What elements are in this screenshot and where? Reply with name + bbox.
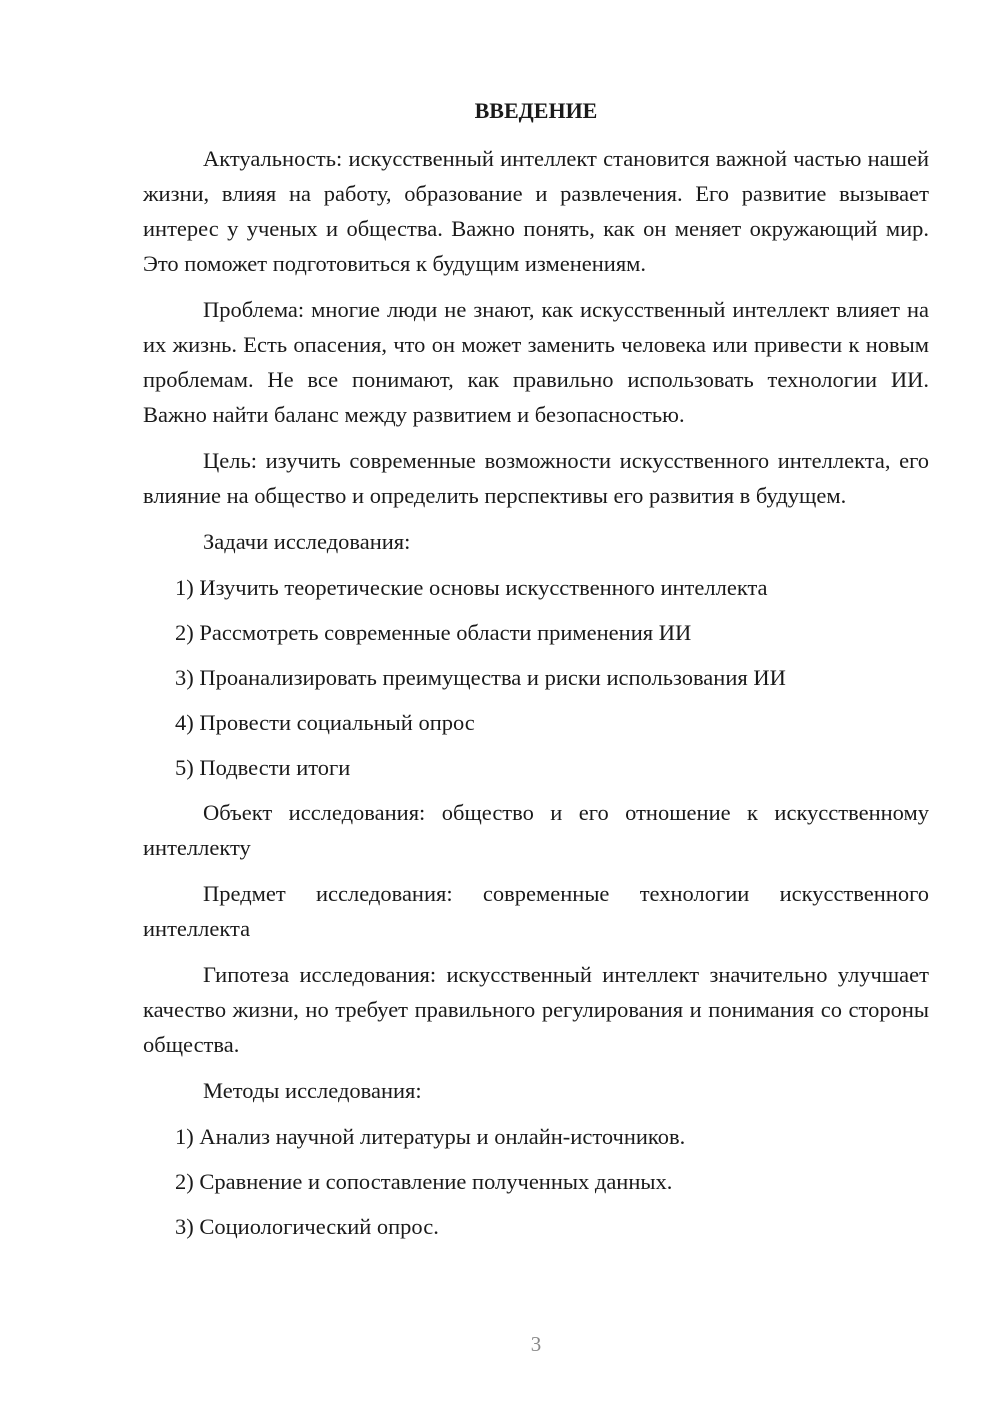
list-item: 2) Рассмотреть современные области применения ИИ — [175, 620, 692, 645]
object-paragraph: Объект исследования: общество и его отношение к искусственному интеллекту — [143, 800, 929, 860]
goal-paragraph: Цель: изучить современные возможности искусственного интеллекта, его влияние на общество и определить перспективы его развития в будущем. — [143, 448, 929, 508]
list-item: 1) Анализ научной литературы и онлайн-источников. — [175, 1124, 686, 1149]
hypothesis-paragraph: Гипотеза исследования: искусственный интеллект значительно улучшает качество жизни, но требует правильного регулирования и понимания со стороны общества. — [143, 962, 929, 1057]
problem-paragraph: Проблема: многие люди не знают, как искусственный интеллект влияет на их жизнь. Есть опасения, что он может заменить человека или привести к новым проблемам. Не все понимают, как правильно использовать технологии ИИ. Важно найти баланс между развитием и безопасностью. — [143, 297, 929, 427]
list-item: 5) Подвести итоги — [175, 755, 351, 780]
tasks-heading: Задачи исследования: — [203, 529, 411, 554]
list-item: 4) Провести социальный опрос — [175, 710, 475, 735]
tasks-list — [143, 570, 929, 785]
methods-list — [143, 1119, 929, 1244]
list-item: 2) Сравнение и сопоставление полученных данных. — [175, 1169, 673, 1194]
list-item: 1) Изучить теоретические основы искусственного интеллекта — [175, 575, 768, 600]
list-item: 3) Проанализировать преимущества и риски использования ИИ — [175, 665, 786, 690]
document-page — [143, 94, 929, 1254]
section-title: ВВЕДЕНИЕ — [474, 98, 598, 123]
relevance-paragraph: Актуальность: искусственный интеллект становится важной частью нашей жизни, влияя на работу, образование и развлечения. Его развитие вызывает интерес у ученых и общества. Важно понять, как он меняет окружающий мир. Это поможет подготовиться к будущим изменениям. — [143, 146, 929, 276]
methods-heading: Методы исследования: — [203, 1078, 422, 1103]
subject-paragraph: Предмет исследования: современные технологии искусственного интеллекта — [143, 881, 929, 941]
list-item: 3) Социологический опрос. — [175, 1214, 439, 1239]
page-number: 3 — [530, 1332, 542, 1356]
